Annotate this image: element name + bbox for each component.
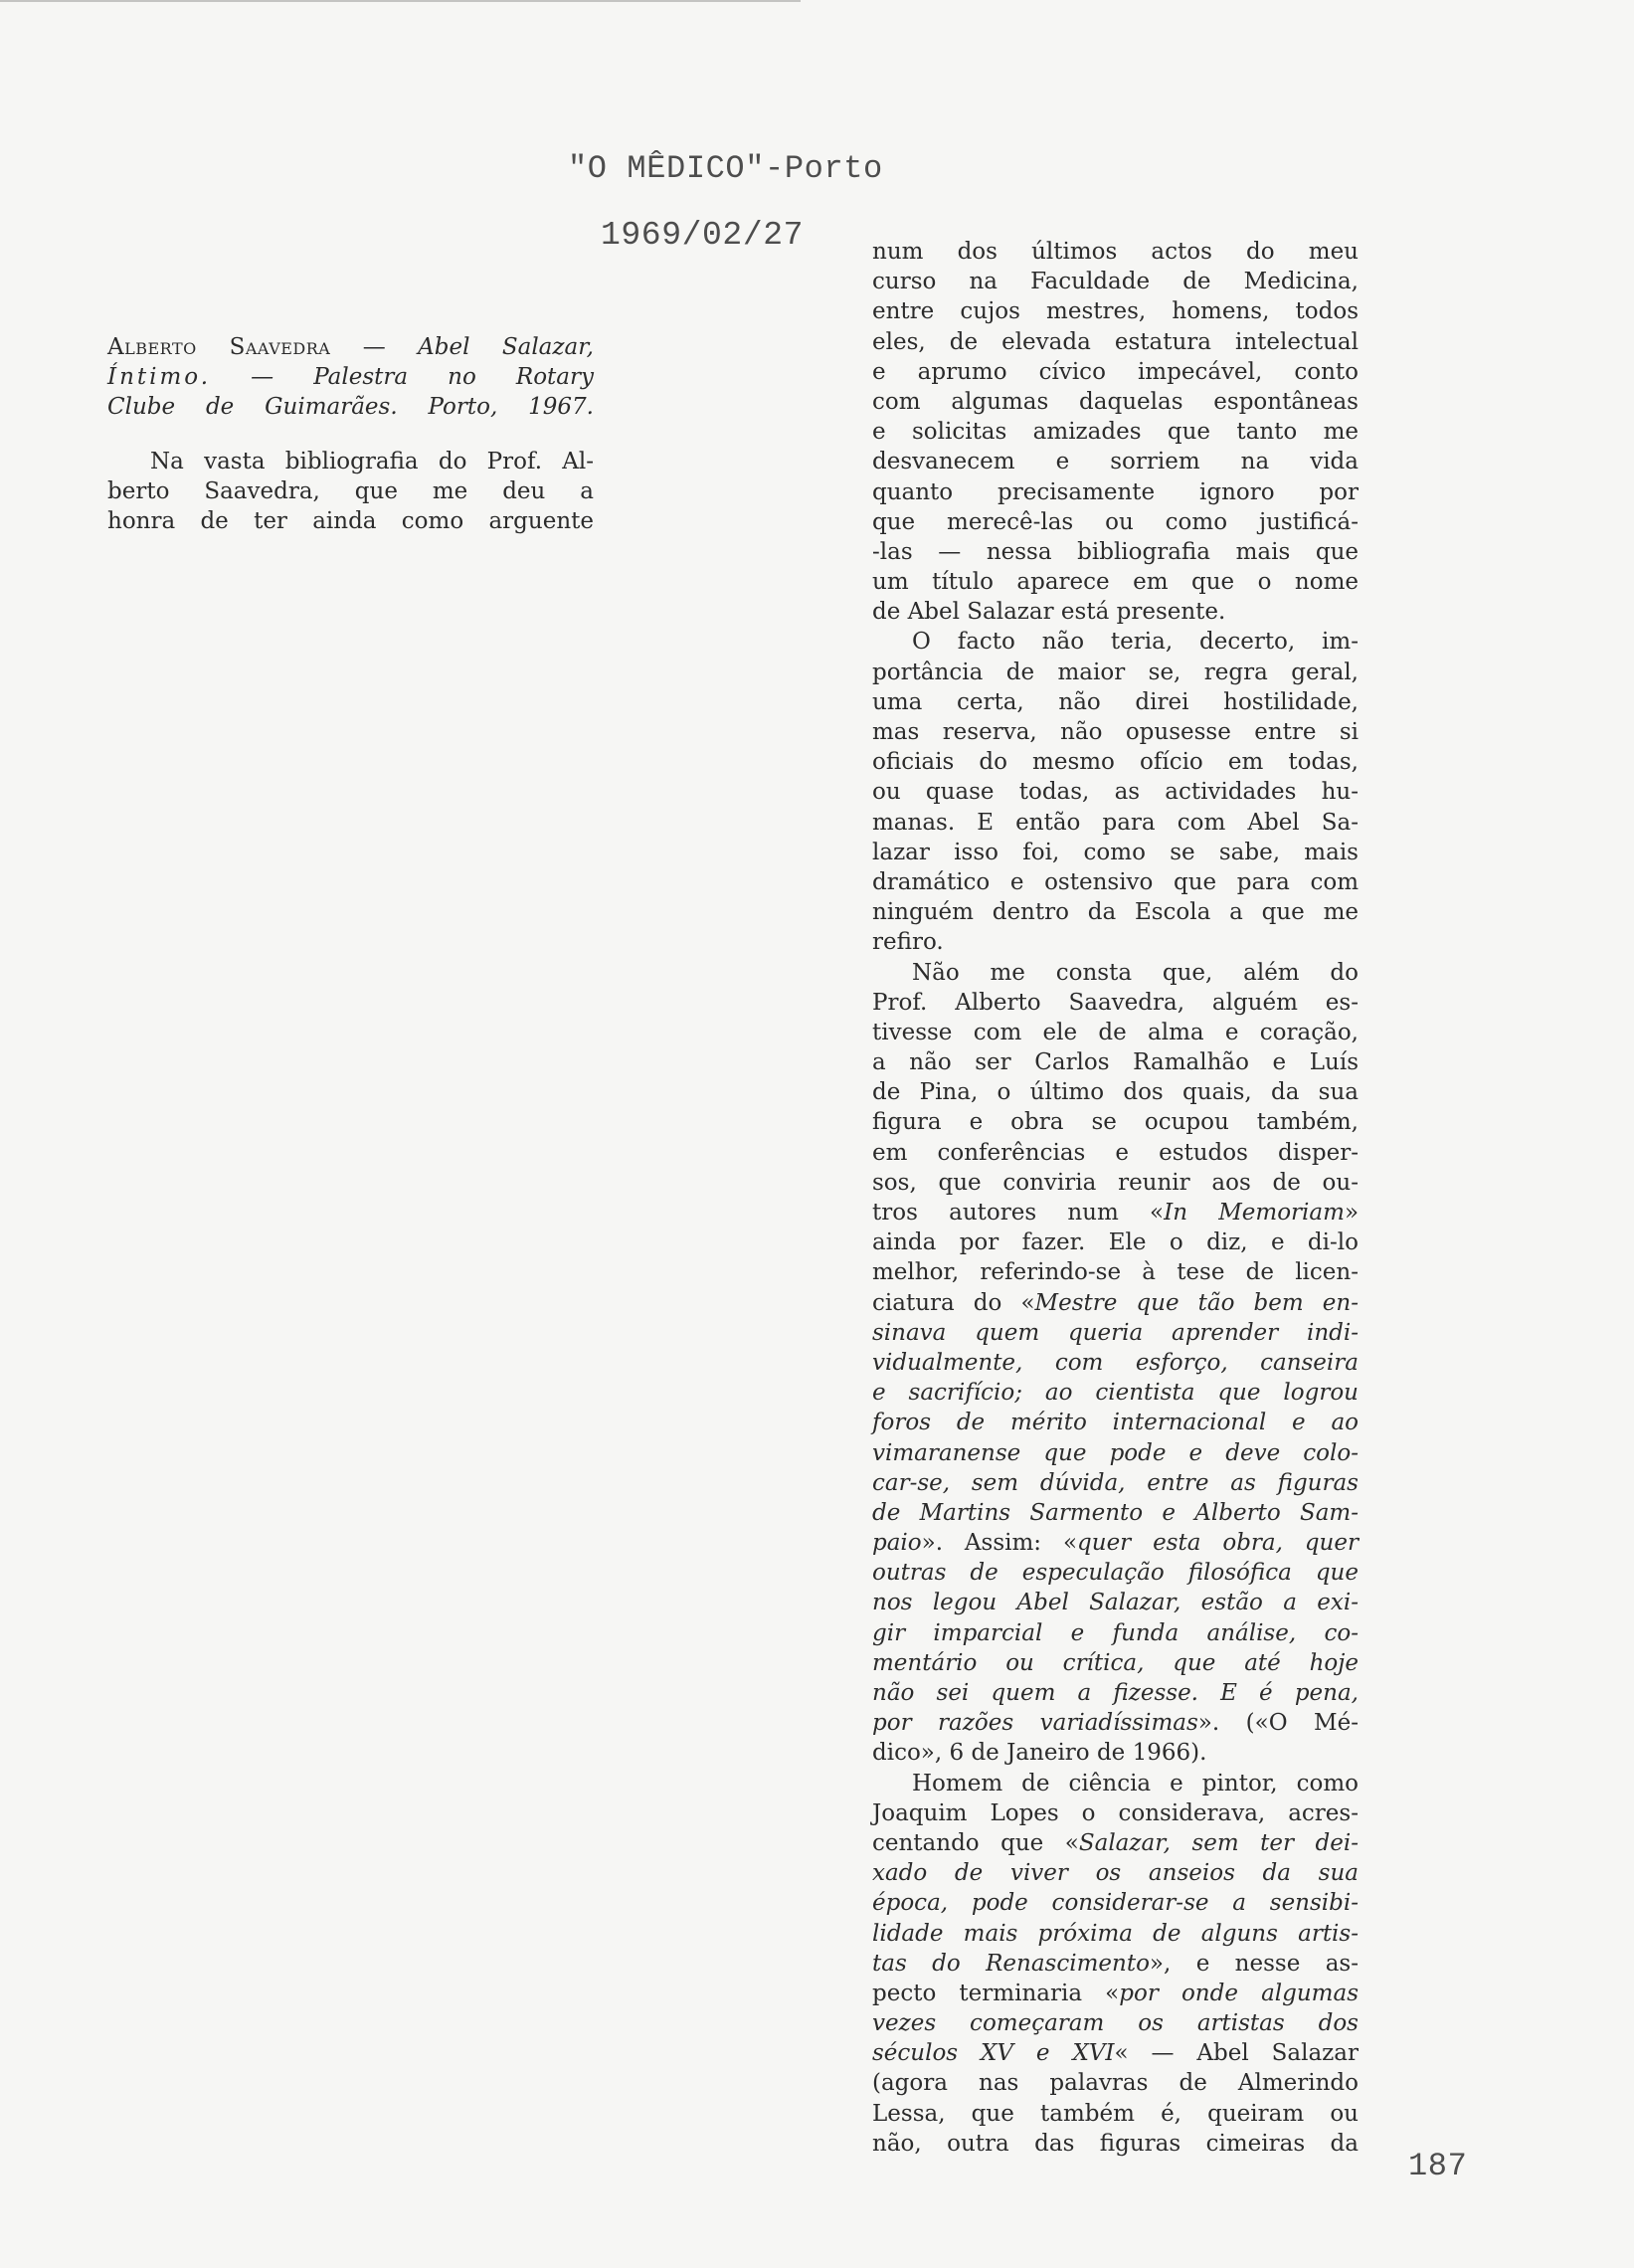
text-line: entre cujos mestres, homens, todos <box>872 298 1359 325</box>
italic-segment: séculos XV e XVI <box>872 2040 1115 2067</box>
text-line: gir imparcial e funda análise, co- <box>872 1619 1359 1646</box>
text-line: de Pina, o último dos quais, da sua <box>872 1079 1359 1106</box>
text-line: Joaquim Lopes o considerava, acres- <box>872 1799 1359 1826</box>
text-line: ninguém dentro da Escola a que me <box>872 899 1359 926</box>
text-line: Prof. Alberto Saavedra, alguém es- <box>872 989 1359 1016</box>
text-line <box>872 1288 1359 1318</box>
text-line <box>872 1528 1359 1558</box>
italic-segment: Mestre que tão bem en- <box>1034 1289 1359 1316</box>
italic-segment: Salazar, sem ter dei- <box>1078 1829 1359 1856</box>
text-line: honra de ter ainda como arguente <box>107 508 594 535</box>
text-line <box>872 1708 1359 1738</box>
text-line: tivesse com ele de alma e coração, <box>872 1019 1359 1045</box>
citation-title: Abel Salazar, <box>418 334 594 360</box>
text-segment: centando que « <box>872 1829 1079 1856</box>
text-line: xado de viver os anseios da sua <box>872 1860 1359 1887</box>
text-line: vimaranense que pode e deve colo- <box>872 1439 1359 1466</box>
text-line: manas. E então para com Abel Sa- <box>872 809 1359 836</box>
article-column-right <box>872 237 1359 2159</box>
text-line: ou quase todas, as actividades hu- <box>872 779 1359 806</box>
text-line: com algumas daquelas espontâneas <box>872 388 1359 415</box>
text-segment: ciatura do « <box>872 1289 1035 1316</box>
page-number: 187 <box>1408 2148 1468 2184</box>
text-line: num dos últimos actos do meu <box>872 239 1359 265</box>
text-line <box>872 1828 1359 1858</box>
text-segment: tros autores num « <box>872 1200 1165 1226</box>
text-line: figura e obra se ocupou também, <box>872 1109 1359 1136</box>
text-line: O facto não teria, decerto, im- <box>912 629 1359 656</box>
text-line: portância de maior se, regra geral, <box>872 659 1359 685</box>
text-line: (agora nas palavras de Almerindo <box>872 2070 1359 2097</box>
text-line: sinava quem queria aprender indi- <box>872 1319 1359 1346</box>
scan-edge-line <box>0 0 801 2</box>
italic-segment: por onde algumas <box>1119 1980 1359 2006</box>
text-line: dico», 6 de Janeiro de 1966). <box>872 1740 1207 1767</box>
italic-segment: tas do Renascimento <box>872 1950 1150 1977</box>
text-line: quanto precisamente ignoro por <box>872 478 1359 505</box>
text-segment: », e nesse as- <box>1149 1950 1359 1977</box>
citation-author: Alberto Saavedra <box>107 334 331 360</box>
text-line: não, outra das figuras cimeiras da <box>872 2130 1359 2157</box>
italic-segment: quer esta obra, quer <box>1077 1530 1359 1557</box>
text-segment: « — Abel Salazar <box>1114 2040 1360 2067</box>
text-line: eles, de elevada estatura intelectual <box>872 328 1359 355</box>
text-segment: » <box>1344 1200 1360 1226</box>
italic-segment: In Memoriam <box>1164 1200 1345 1226</box>
text-line: ainda por fazer. Ele o diz, e di-lo <box>872 1229 1359 1256</box>
text-line <box>872 2038 1359 2068</box>
citation-venue: — Palestra no Rotary <box>211 364 594 391</box>
text-segment: ». («O Mé- <box>1197 1710 1359 1737</box>
citation-line <box>107 332 594 362</box>
text-line: dramático e ostensivo que para com <box>872 868 1359 895</box>
text-line: mas reserva, não opusesse entre si <box>872 719 1359 745</box>
text-line: época, pode considerar-se a sensibi- <box>872 1890 1359 1917</box>
text-line: lazar isso foi, como se sabe, mais <box>872 839 1359 865</box>
text-line: uma certa, não direi hostilidade, <box>872 688 1359 715</box>
text-line: vidualmente, com esforço, canseira <box>872 1349 1359 1376</box>
article-column-left <box>107 447 594 537</box>
text-line: desvanecem e sorriem na vida <box>872 449 1359 475</box>
text-line: berto Saavedra, que me deu a <box>107 478 594 505</box>
citation-separator: — <box>330 334 419 360</box>
text-line: Homem de ciência e pintor, como <box>912 1770 1359 1796</box>
citation-title: Íntimo. <box>107 364 212 391</box>
text-line: mentário ou crítica, que até hoje <box>872 1649 1359 1676</box>
text-segment: pecto terminaria « <box>872 1980 1120 2006</box>
text-line <box>872 1198 1359 1228</box>
text-line: car-se, sem dúvida, entre as figuras <box>872 1469 1359 1496</box>
text-line: de Abel Salazar está presente. <box>872 599 1226 626</box>
text-line: e solicitas amizades que tanto me <box>872 419 1359 446</box>
text-line: em conferências e estudos disper- <box>872 1139 1359 1166</box>
text-line: um título aparece em que o nome <box>872 569 1359 596</box>
text-line: vezes começaram os artistas dos <box>872 2010 1359 2037</box>
text-line: a não ser Carlos Ramalhão e Luís <box>872 1049 1359 1076</box>
text-line: refiro. <box>872 929 944 956</box>
italic-segment: por razões variadíssimas <box>872 1710 1198 1737</box>
text-segment: ». Assim: « <box>921 1530 1078 1557</box>
text-line: e aprumo cívico impecável, conto <box>872 358 1359 385</box>
text-line: de Martins Sarmento e Alberto Sam- <box>872 1499 1359 1526</box>
text-line <box>872 1949 1359 1979</box>
text-line: foros de mérito internacional e ao <box>872 1410 1359 1436</box>
text-line: -las — nessa bibliografia mais que <box>872 538 1359 565</box>
text-line: sos, que conviria reunir aos de ou- <box>872 1169 1359 1196</box>
text-line: oficiais do mesmo ofício em todas, <box>872 749 1359 776</box>
citation-block <box>107 332 594 423</box>
text-line: nos legou Abel Salazar, estão a exi- <box>872 1590 1359 1616</box>
text-line <box>872 1979 1359 2008</box>
italic-segment: paio <box>872 1530 922 1557</box>
text-line: não sei quem a fizesse. E é pena, <box>872 1680 1359 1706</box>
publication-header: "O MÊDICO"-Porto <box>568 150 883 187</box>
citation-line: Clube de Guimarães. Porto, 1967. <box>107 394 594 421</box>
text-line: outras de especulação filosófica que <box>872 1560 1359 1587</box>
text-line: que merecê-las ou como justificá- <box>872 508 1359 535</box>
citation-line <box>107 362 594 392</box>
text-line: Na vasta bibliografia do Prof. Al- <box>150 449 594 474</box>
text-line: e sacrifício; ao cientista que logrou <box>872 1380 1359 1407</box>
text-line: Lessa, que também é, queiram ou <box>872 2100 1359 2127</box>
text-line: Não me consta que, além do <box>912 959 1359 986</box>
publication-date: 1969/02/27 <box>601 217 805 254</box>
text-line: lidade mais próxima de alguns artis- <box>872 1920 1359 1947</box>
text-line: curso na Faculdade de Medicina, <box>872 269 1359 295</box>
text-line: melhor, referindo-se à tese de licen- <box>872 1259 1359 1286</box>
